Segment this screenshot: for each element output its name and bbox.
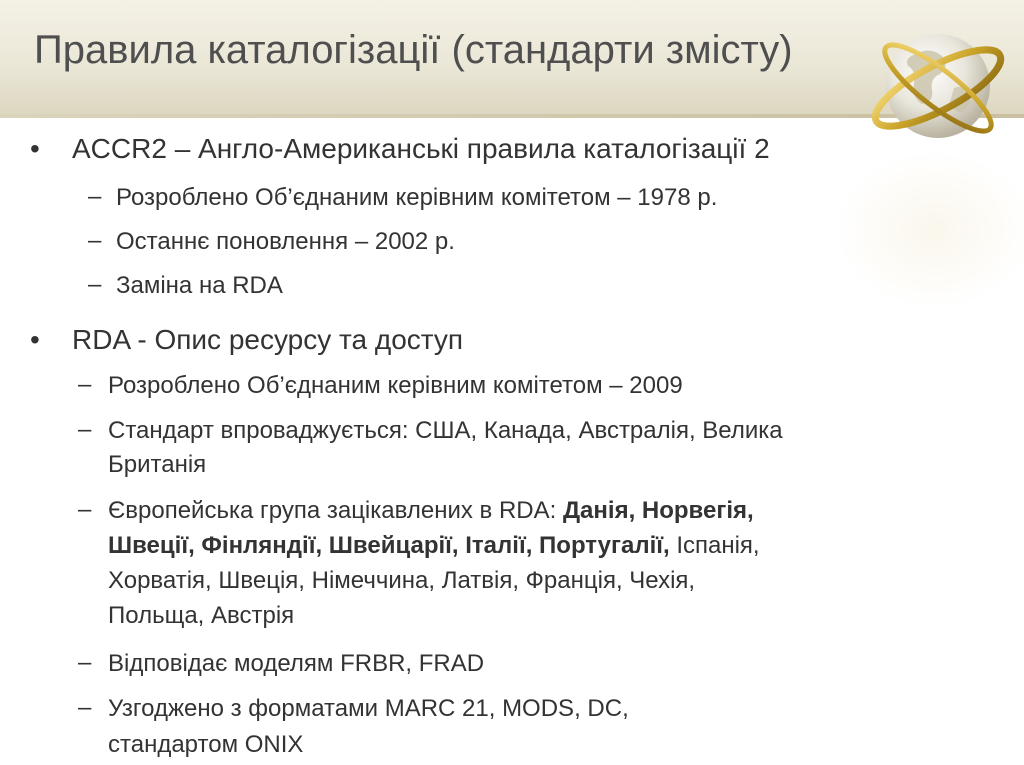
european-group-label: Європейська група зацікавлених в RDA: [108,497,563,524]
bullet-rda: RDA - Опис ресурсу та доступ [72,324,464,355]
sub-item-formats-line1: Узгоджено з форматами MARC 21, MODS, DC, [108,695,629,722]
bullet-marker: • [30,324,40,355]
sub-item-last-update: Останнє поновлення – 2002 р. [116,228,455,255]
bullet-accr2: ACCR2 – Англо-Американські правила каталогізації 2 [72,133,770,164]
sub-item-developed-2009: Розроблено Об’єднаним керівним комітетом – 2009 [108,372,683,399]
globe-glow [834,150,1024,310]
sub-marker: – [78,694,92,721]
sub-marker: – [88,183,102,210]
sub-marker: – [78,371,92,398]
sub-item-european-group-line2 [108,530,760,561]
sub-marker: – [88,227,102,254]
sub-item-implemented-line2: Британія [108,451,207,478]
bullet-marker: • [30,133,40,164]
sub-marker: – [88,271,102,298]
sub-item-formats-line2: стандартом ONIX [108,731,304,758]
slide-title: Правила каталогізації (стандарти змісту) [34,28,793,72]
sub-item-european-group-line3: Хорватія, Швеція, Німеччина, Латвія, Франція, Чехія, [108,567,696,594]
countries-normal-2: Іспанія, [669,532,760,559]
countries-bold-2: Швеції, Фінляндії, Швейцарії, Італії, Португалії, [108,532,670,559]
sub-marker: – [78,496,92,523]
sub-item-replaced-by-rda: Заміна на RDA [116,272,283,299]
sub-item-developed-1978: Розроблено Об’єднаним керівним комітетом – 1978 р. [116,184,718,211]
sub-marker: – [78,416,92,443]
sub-item-frbr-frad: Відповідає моделям FRBR, FRAD [108,650,485,677]
sub-item-implemented-line1: Стандарт впроваджується: США, Канада, Австралія, Велика [108,417,783,444]
sub-marker: – [78,649,92,676]
sub-item-european-group-line4: Польща, Австрія [108,602,295,629]
sub-item-european-group-line1 [108,495,754,526]
countries-bold-1: Данія, Норвегія, [562,497,754,524]
